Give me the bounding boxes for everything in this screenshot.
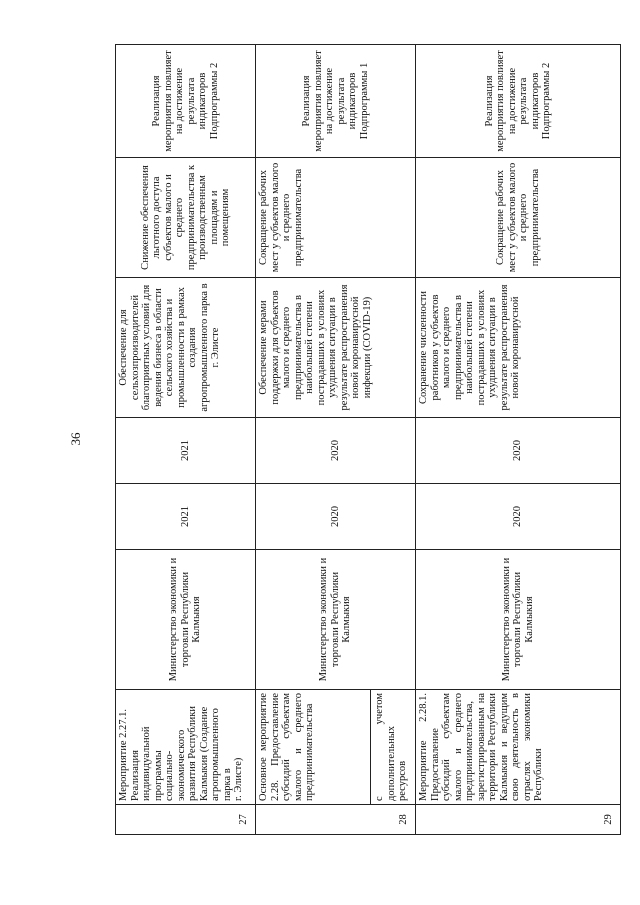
consequence-cell: Снижение обеспечения льготного доступа субъектов малого и среднего предпринимательства к производственным площадям и помещениям [116,158,256,278]
row-number: 29 [416,805,621,835]
start-year-cell: 2020 [416,484,621,550]
start-year-cell: 2020 [256,484,416,550]
result-cell: Сохранение численности работников у субъектов малого и среднего предпринимательства в наибольшей степени пострадавших в условиях ухудшения ситуации в результате распространения новой коронавирусной [416,278,621,418]
end-year-cell: 2020 [256,418,416,484]
row-number: 28 [256,805,416,835]
consequence-cell: Сокращение рабочих мест у субъектов малого и среднего предпринимательства [416,158,621,278]
event-cell [256,690,416,805]
event-main-text: Основное мероприятие 2.28. Предоставление субсидий субъектам малого и среднего предпринимательства [258,693,315,801]
result-cell: Обеспечение мерами поддержки для субъектов малого и среднего предпринимательства в наибольшей степени пострадавших в условиях ухудшения ситуации в результате распространения новой коронавирусной инфекции (COVID-19) [256,278,416,418]
end-year-cell: 2020 [416,418,621,484]
table-rotation-frame [115,45,620,835]
event-cell: Мероприятие 2.28.1. Предоставление субсидий субъектам малого и среднего предпринимательства, зарегистрированным на территории Республики Калмыкия и ведущим свою деятельность в отраслях экономики Республики [416,690,621,805]
table-row [116,45,256,835]
rotated-table-region [115,45,620,835]
row-number: 27 [116,805,256,835]
end-year-cell: 2021 [116,418,256,484]
indicator-link-cell: Реализация мероприятия повлияет на достижение результата индикаторов Подпрограммы 2 [116,45,256,158]
executor-cell: Министерство экономики и торговли Республики Калмыкия [416,550,621,690]
event-cell: Мероприятие 2.27.1. Реализация индивидуальной программы социально- экономического развития Республики Калмыкия (Создание агропромышленного парка в г. Элисте) [116,690,256,805]
consequence-cell: Сокращение рабочих мест у субъектов малого и среднего предпринимательства [256,158,416,278]
page-number: 36 [68,432,83,446]
executor-cell: Министерство экономики и торговли Республики Калмыкия [116,550,256,690]
executor-cell: Министерство экономики и торговли Республики Калмыкия [256,550,416,690]
indicator-link-cell: Реализация мероприятия повлияет на достижение результата индикаторов Подпрограммы 1 [256,45,416,158]
table-row [256,45,416,835]
program-measures-table [115,44,621,835]
table-row [416,45,621,835]
event-line: Мероприятие 2.27.1. [118,708,129,801]
event-sub-text: с учетом дополнительных ресурсов [370,690,409,804]
result-cell: Обеспечение для сельхозпроизводителей благоприятных условий для ведения бизнеса в области сельского хозяйства и промышленности в рамках создания агропромышленного парка в г. Элисте [116,278,256,418]
indicator-link-cell: Реализация мероприятия повлияет на достижение результата индикаторов Подпрограммы 2 [416,45,621,158]
start-year-cell: 2021 [116,484,256,550]
